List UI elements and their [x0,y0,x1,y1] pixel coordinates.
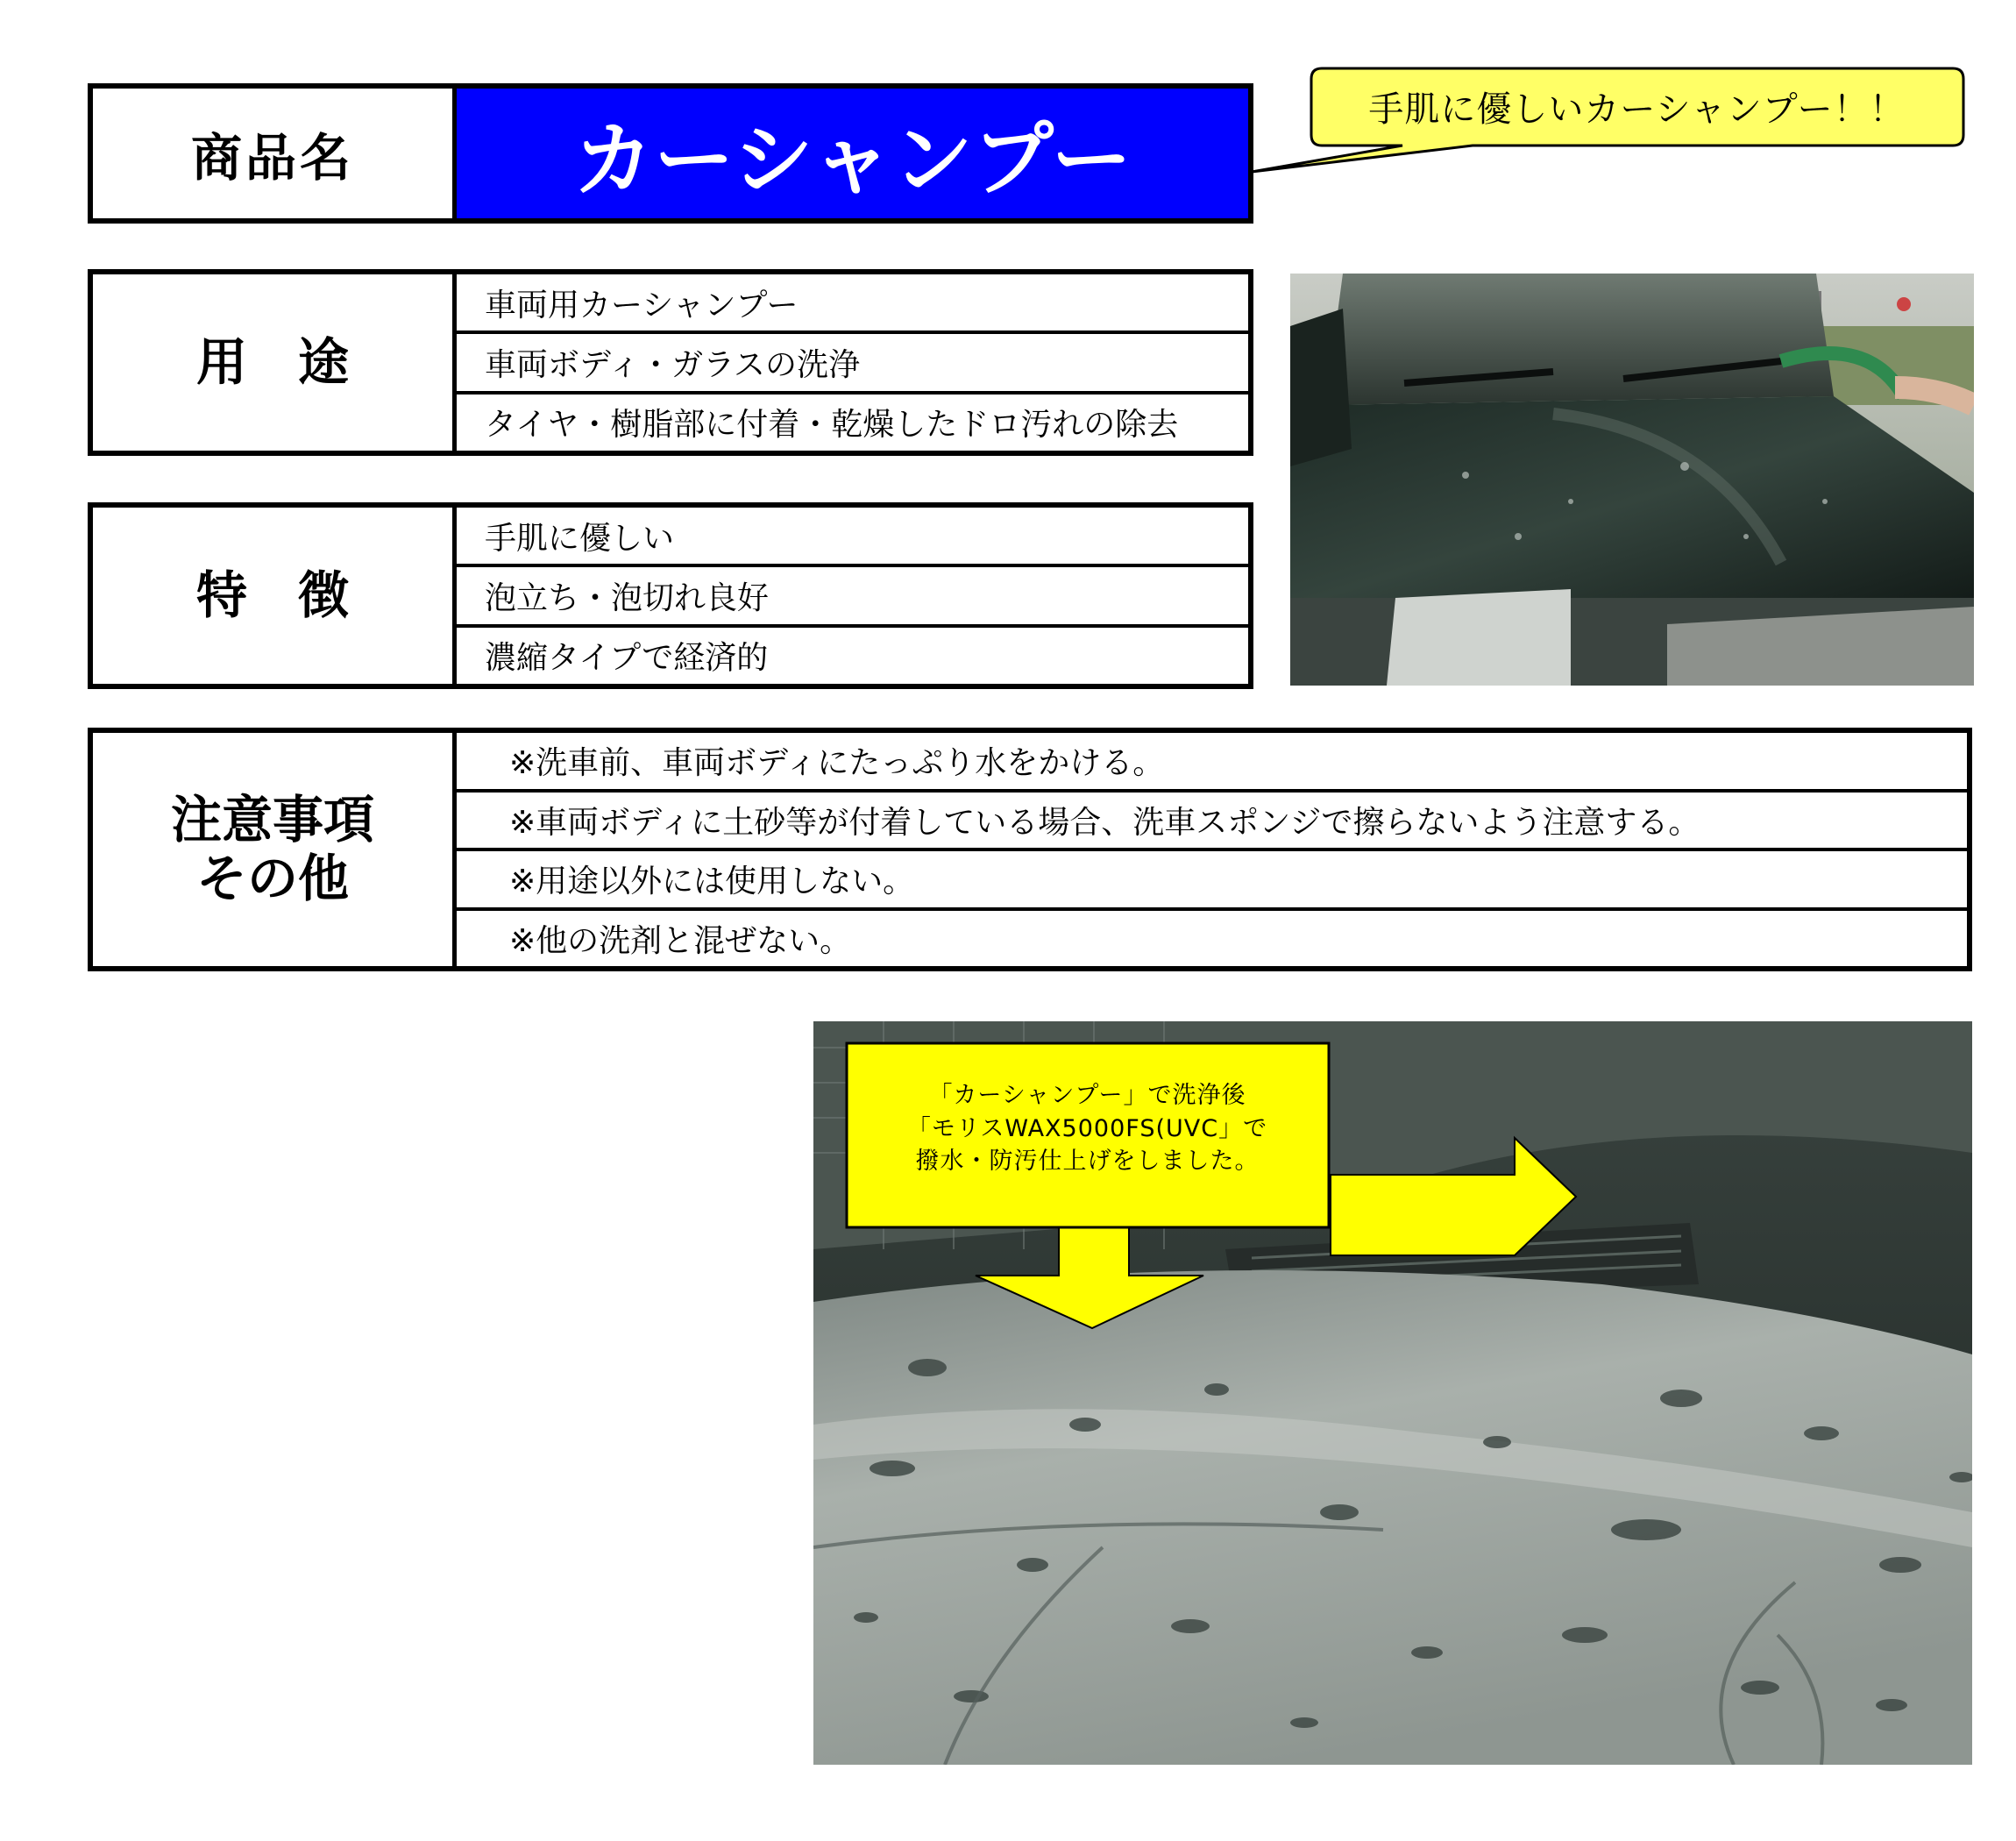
notes-item: ※洗車前、車両ボディにたっぷり水をかける。 [457,733,1967,793]
product-name-value: カーシャンプー [457,89,1248,218]
notes-table [88,728,1972,971]
car-wash-photo [1290,274,1974,686]
features-label: 特 徴 [93,508,457,684]
product-name-box [88,83,1253,224]
notes-item: ※車両ボディに土砂等が付着している場合、洗車スポンジで擦らないよう注意する。 [457,793,1967,852]
features-item: 泡立ち・泡切れ良好 [457,567,1248,627]
notes-label-line1: 注意事項 [170,790,374,850]
notes-item: ※用途以外には使用しない。 [457,851,1967,911]
features-table [88,502,1253,689]
uses-table [88,269,1253,456]
photo-annotation-line3: 撥水・防汚仕上げをしました。 [915,1148,1260,1176]
uses-item: 車両用カーシャンプー [457,274,1248,334]
uses-item: タイヤ・樹脂部に付着・乾燥したドロ汚れの除去 [485,407,1179,444]
callout-text: 手肌に優しいカーシャンプー！！ [1368,89,1906,130]
features-item: 濃縮タイプで経済的 [485,640,769,677]
photo-annotation-line2: 「モリスWAX5000FS(UVC」で [906,1114,1268,1142]
notes-label-line2: その他 [195,849,349,908]
photo-annotation [848,1052,1326,1205]
features-item: 手肌に優しい [457,508,1248,567]
notes-item: ※他の洗剤と混ぜない。 [509,922,852,959]
photo-annotation-line1: 「カーシャンプー」で洗浄後 [928,1081,1246,1109]
product-name-label: 商品名 [93,89,457,218]
uses-label: 用 途 [93,274,457,451]
notes-label [93,733,457,966]
uses-item: 車両ボディ・ガラスの洗浄 [457,334,1248,394]
